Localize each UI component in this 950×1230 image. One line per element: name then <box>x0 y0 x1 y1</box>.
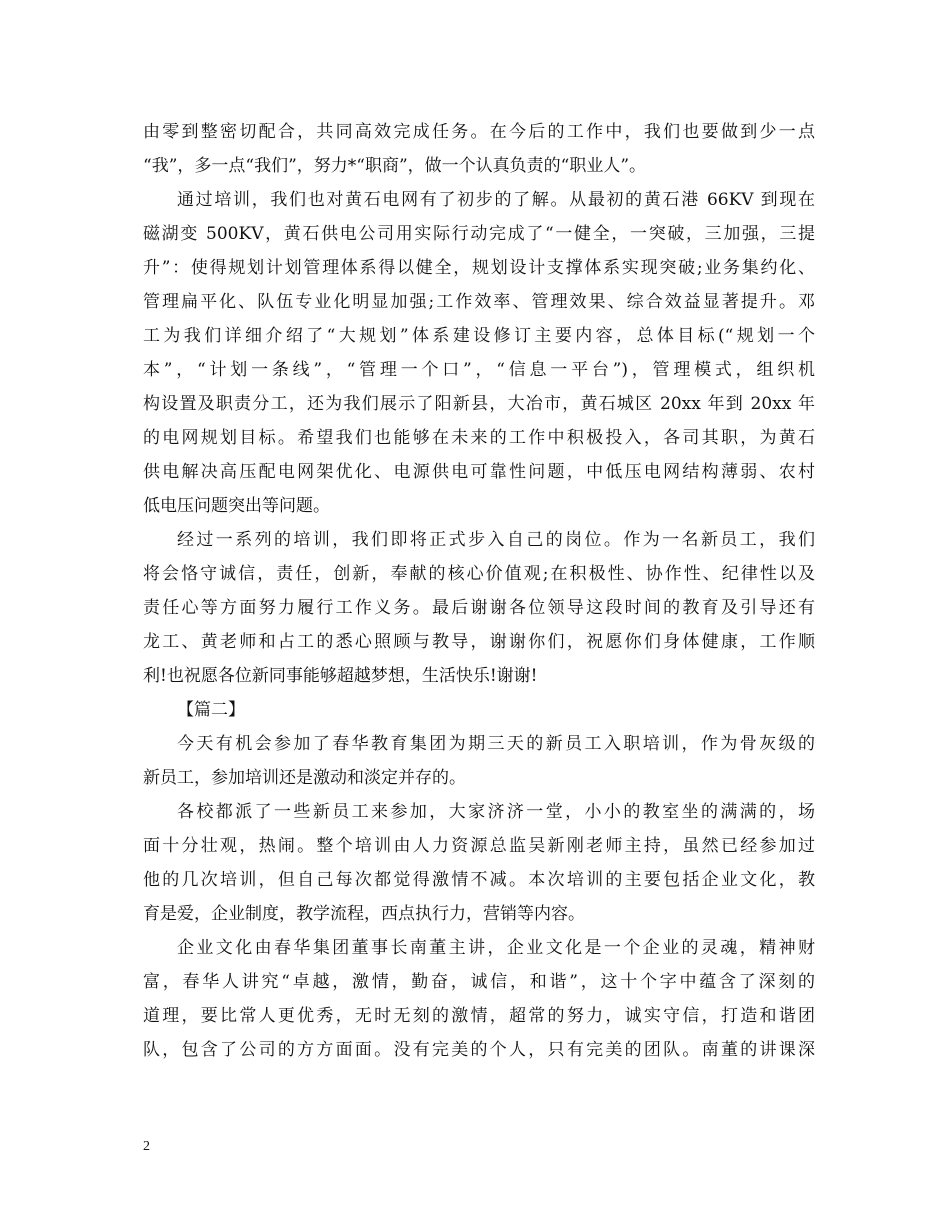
text-line: 育是爱，企业制度，教学流程，西点执行力，营销等内容。 <box>143 904 585 924</box>
text-line: 队，包含了公司的方方面面。没有完美的个人，只有完美的团队。南董的讲课深 <box>143 1040 815 1060</box>
text-line: 经过一系列的培训，我们即将正式步入自己的岗位。作为一名新员工，我们 <box>177 530 815 550</box>
text-line: 富，春华人讲究“卓越，激情，勤奋，诚信，和谐”，这十个字中蕴含了深刻的 <box>143 972 815 992</box>
document-body <box>143 115 815 1067</box>
text-line: 责任心等方面努力履行工作义务。最后谢谢各位领导这段时间的教育及引导还有 <box>143 598 815 618</box>
text-line: 通过培训，我们也对黄石电网有了初步的了解。从最初的黄石港 66KV 到现在 <box>177 190 815 210</box>
text-line: 面十分壮观，热闹。整个培训由人力资源总监吴新刚老师主持，虽然已经参加过 <box>143 836 815 856</box>
text-line: 工为我们详细介绍了“大规划”体系建设修订主要内容，总体目标(“规划一个 <box>143 326 815 346</box>
text-line: 【篇二】 <box>177 700 245 720</box>
text-line: 企业文化由春华集团董事长南董主讲，企业文化是一个企业的灵魂，精神财 <box>177 938 815 958</box>
text-line: 将会恪守诚信，责任，创新，奉献的核心价值观;在积极性、协作性、纪律性以及 <box>143 564 815 584</box>
text-line: 今天有机会参加了春华教育集团为期三天的新员工入职培训，作为骨灰级的 <box>177 734 815 754</box>
page-number: 2 <box>143 1139 150 1154</box>
text-line: 他的几次培训，但自己每次都觉得激情不减。本次培训的主要包括企业文化，教 <box>143 870 815 890</box>
text-line: 的电网规划目标。希望我们也能够在未来的工作中积极投入，各司其职，为黄石 <box>143 428 815 448</box>
text-line: 本”，“计划一条线”，“管理一个口”，“信息一平台”)，管理模式，组织机 <box>143 360 815 380</box>
text-line: 利!也祝愿各位新同事能够超越梦想，生活快乐!谢谢! <box>143 666 538 686</box>
text-line: 供电解决高压配电网架优化、电源供电可靠性问题，中低压电网结构薄弱、农村 <box>143 462 815 482</box>
text-line: 道理，要比常人更优秀，无时无刻的激情，超常的努力，诚实守信，打造和谐团 <box>143 1006 815 1026</box>
text-line: 龙工、黄老师和占工的悉心照顾与教导，谢谢你们，祝愿你们身体健康，工作顺 <box>143 632 815 652</box>
text-line: 各校都派了一些新员工来参加，大家济济一堂，小小的教室坐的满满的，场 <box>177 802 815 822</box>
text-line: “我”，多一点“我们”，努力*“职商”，做一个认真负责的“职业人”。 <box>143 156 647 176</box>
text-line: 磁湖变 500KV，黄石供电公司用实际行动完成了“一健全，一突破，三加强，三提 <box>143 224 815 244</box>
text-line: 新员工，参加培训还是激动和淡定并存的。 <box>143 768 466 788</box>
text-line: 构设置及职责分工，还为我们展示了阳新县，大冶市，黄石城区 20xx 年到 20xx 年 <box>143 394 815 414</box>
text-line: 由零到整密切配合，共同高效完成任务。在今后的工作中，我们也要做到少一点 <box>143 122 815 142</box>
text-line: 升”：使得规划计划管理体系得以健全，规划设计支撑体系实现突破;业务集约化、 <box>143 258 815 278</box>
text-line: 管理扁平化、队伍专业化明显加强;工作效率、管理效果、综合效益显著提升。邓 <box>143 292 815 312</box>
text-line: 低电压问题突出等问题。 <box>143 496 330 516</box>
